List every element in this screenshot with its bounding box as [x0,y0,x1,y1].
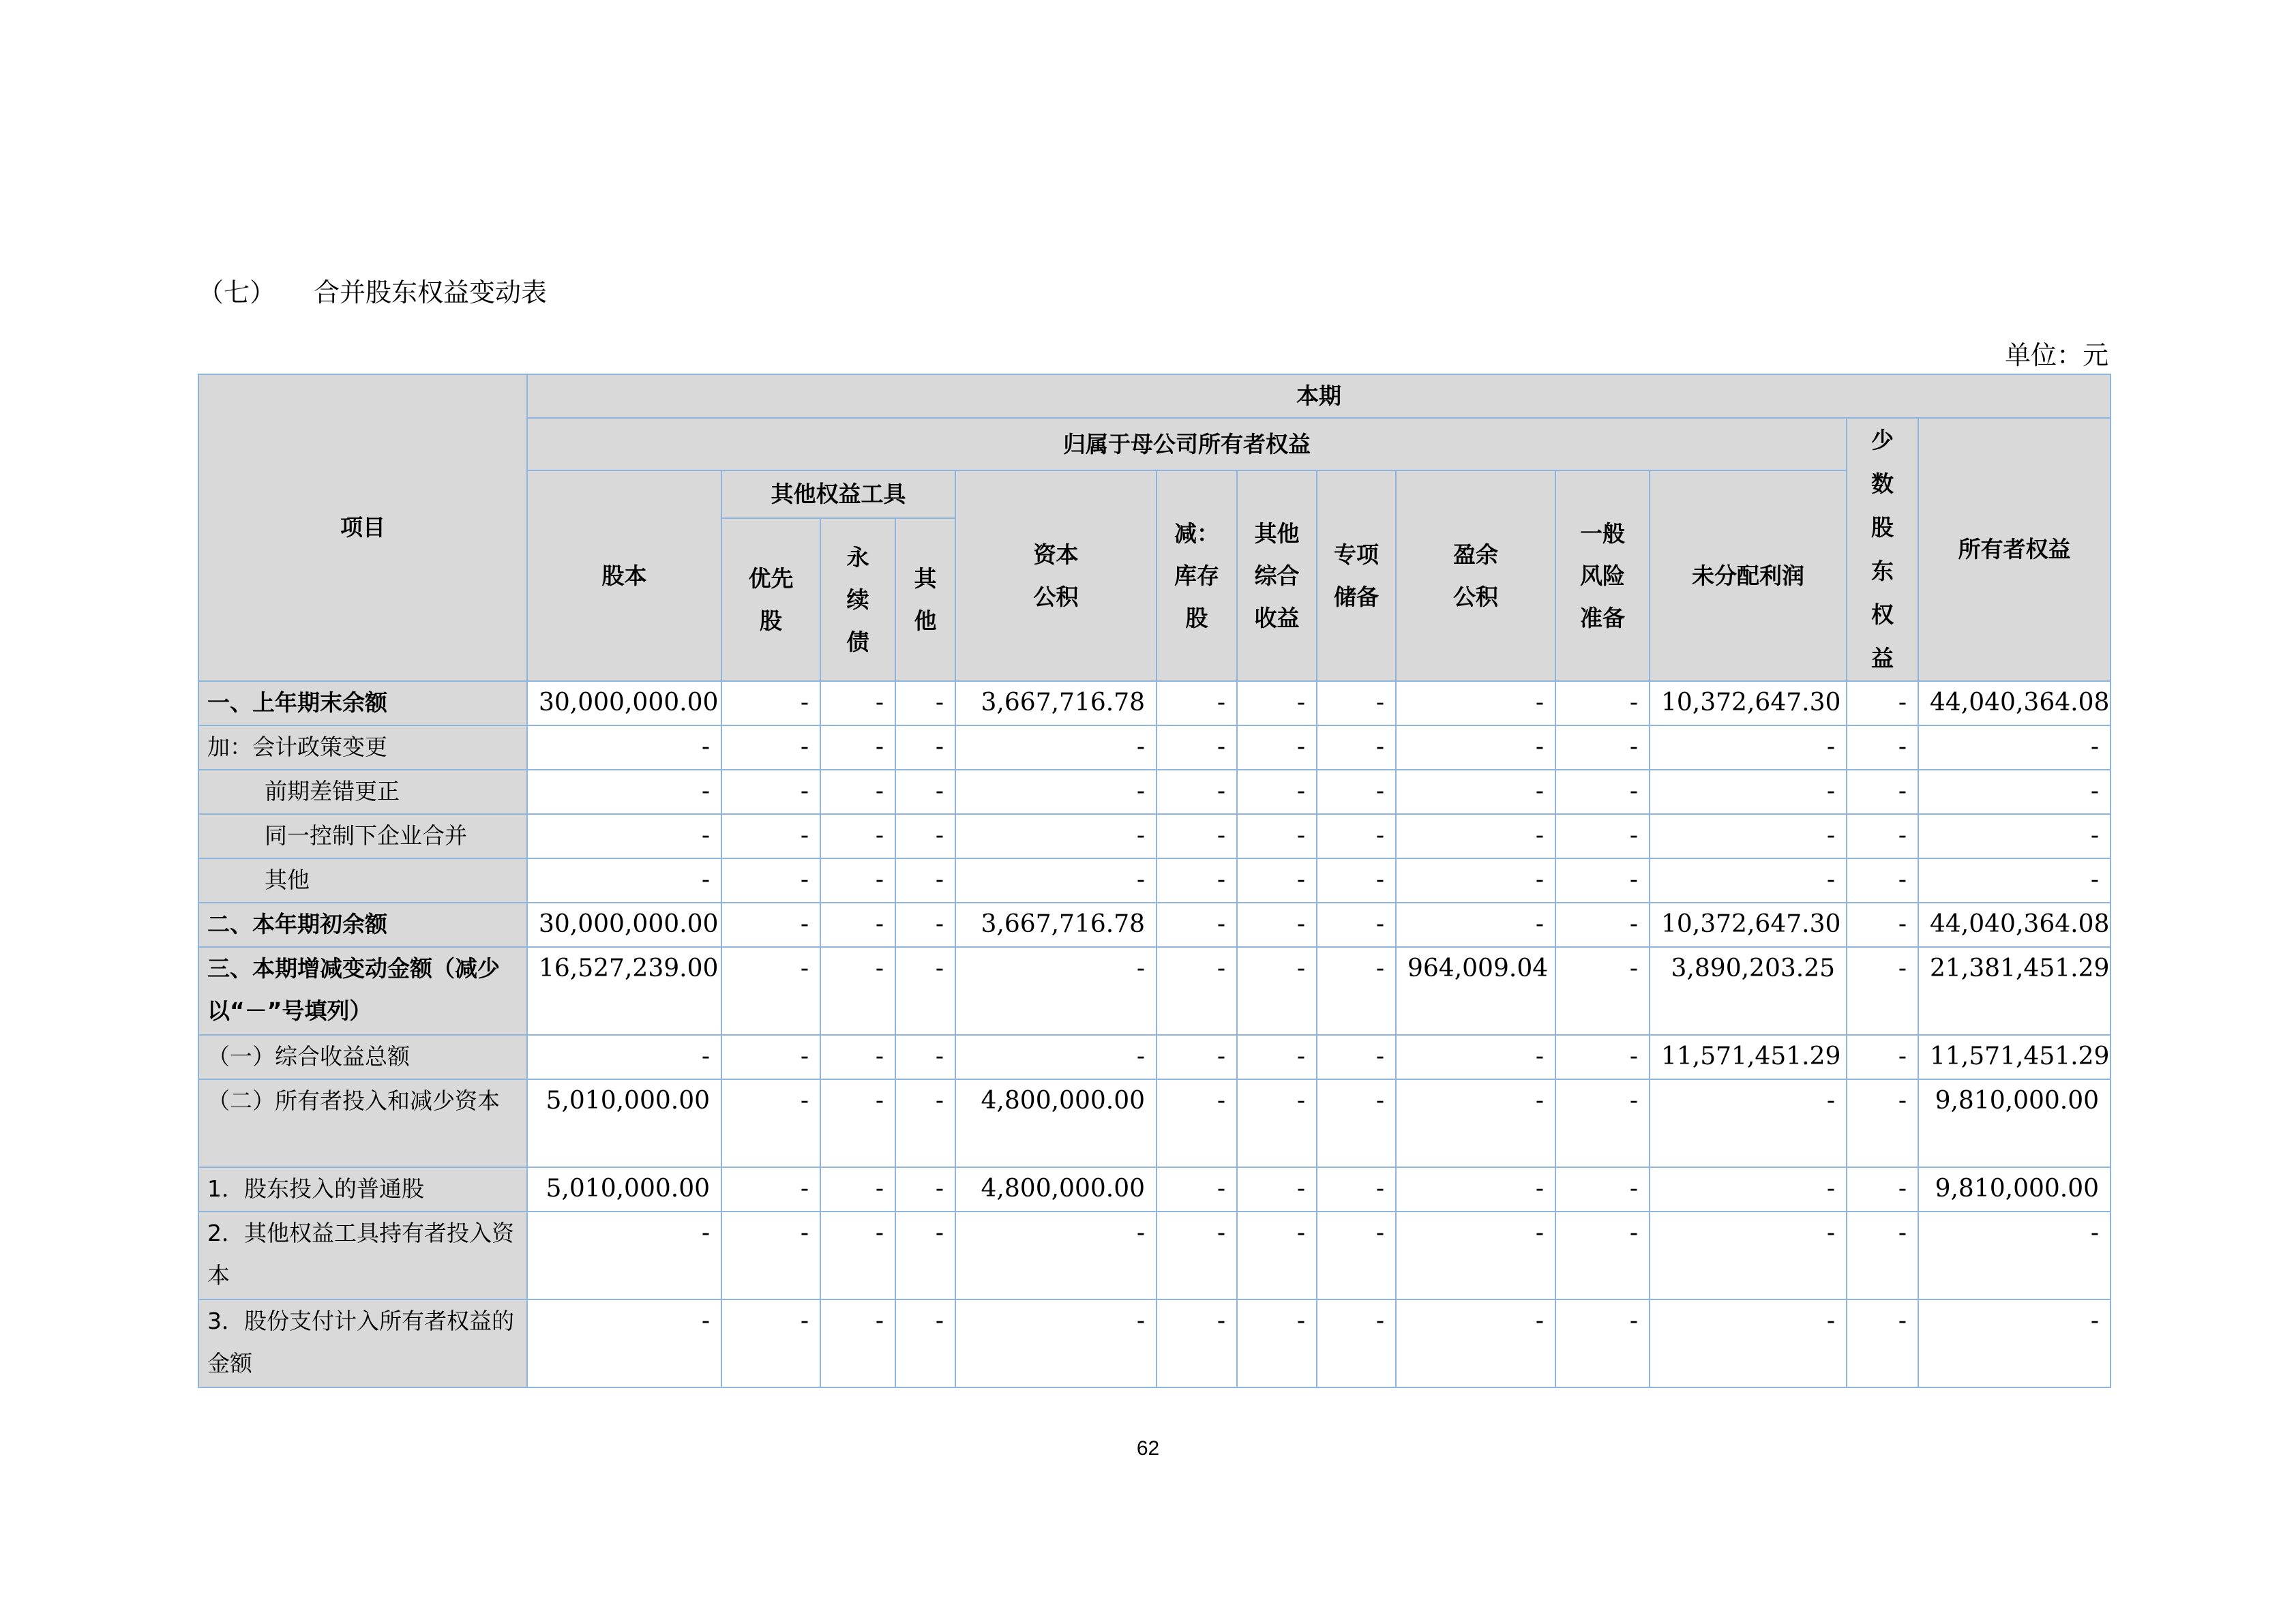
cell-value: - [1317,681,1396,725]
table-header [198,374,2111,681]
cell-value: - [1918,858,2111,903]
header-other-equity-tools: 其他权益工具 [721,470,955,518]
cell-value: - [1555,1035,1650,1079]
cell-value: - [1918,1299,2111,1387]
cell-value: - [1650,1299,1847,1387]
cell-value: - [1237,814,1317,858]
cell-value: - [527,1035,721,1079]
cell-value: 44,040,364.08 [1918,903,2111,947]
cell-value: 11,571,451.29 [1918,1035,2111,1079]
header-preferred-stock: 优先 股 [721,518,820,681]
header-minority-interest: 少 数 股 东 权 益 [1847,418,1918,681]
cell-value: - [1157,1035,1237,1079]
cell-value: - [820,725,895,770]
cell-value: - [527,814,721,858]
cell-value: - [1555,1079,1650,1167]
cell-value: - [1237,1167,1317,1212]
cell-value: - [1396,1167,1555,1212]
cell-value: - [1847,814,1918,858]
cell-value: - [1157,858,1237,903]
cell-value: - [895,858,955,903]
cell-value: - [1157,681,1237,725]
header-treasury-stock: 减： 库存 股 [1157,470,1237,681]
cell-value: 5,010,000.00 [527,1079,721,1167]
header-general-risk-reserve: 一般 风险 准备 [1555,470,1650,681]
header-perpetual-bond: 永 续 债 [820,518,895,681]
cell-value: - [820,681,895,725]
cell-value: - [1237,725,1317,770]
cell-value: 30,000,000.00 [527,903,721,947]
cell-value: - [1317,725,1396,770]
cell-value: - [1396,903,1555,947]
cell-value: - [1396,814,1555,858]
cell-value: - [1237,858,1317,903]
table-row [198,681,2111,725]
cell-value: 44,040,364.08 [1918,681,2111,725]
cell-value: - [1157,1167,1237,1212]
cell-value: 9,810,000.00 [1918,1079,2111,1167]
cell-value: - [820,903,895,947]
cell-value: - [1650,1079,1847,1167]
cell-value: - [721,1299,820,1387]
cell-value: - [895,1079,955,1167]
cell-value: - [1317,1035,1396,1079]
cell-value: - [1918,1212,2111,1299]
header-special-reserve: 专项 储备 [1317,470,1396,681]
cell-value: - [1157,1212,1237,1299]
cell-value: - [1317,903,1396,947]
cell-value: - [1555,725,1650,770]
cell-value: - [1650,814,1847,858]
cell-value: - [1237,947,1317,1035]
cell-value: - [1847,903,1918,947]
header-oci: 其他 综合 收益 [1237,470,1317,681]
cell-value: - [1157,903,1237,947]
table-row [198,947,2111,1035]
cell-value: - [1157,1079,1237,1167]
row-label: 三、本期增减变动金额（减少以“－”号填列） [198,947,527,1035]
unit-label: 单位：元 [2004,340,2108,370]
cell-value: - [721,725,820,770]
cell-value: - [955,1035,1157,1079]
cell-value: - [1157,947,1237,1035]
row-label: 3．股份支付计入所有者权益的金额 [198,1299,527,1387]
cell-value: - [1237,1212,1317,1299]
cell-value: - [527,725,721,770]
cell-value: - [1650,770,1847,814]
section-number: （七） [198,277,276,307]
cell-value: - [1847,1167,1918,1212]
cell-value: - [721,903,820,947]
cell-value: - [1317,1212,1396,1299]
cell-value: - [1237,681,1317,725]
cell-value: - [1237,770,1317,814]
cell-value: - [721,681,820,725]
cell-value: - [895,725,955,770]
cell-value: - [1157,725,1237,770]
header-capital-reserve: 资本 公积 [955,470,1157,681]
cell-value: - [1918,814,2111,858]
cell-value: - [1847,1299,1918,1387]
cell-value: 21,381,451.29 [1918,947,2111,1035]
cell-value: - [895,1212,955,1299]
cell-value: 3,667,716.78 [955,681,1157,725]
header-other-tool: 其 他 [895,518,955,681]
cell-value: - [1317,1079,1396,1167]
cell-value: 9,810,000.00 [1918,1167,2111,1212]
header-parent-equity: 归属于母公司所有者权益 [527,418,1847,470]
cell-value: - [1650,858,1847,903]
cell-value: - [820,858,895,903]
cell-value: - [820,1212,895,1299]
cell-value: - [1317,1167,1396,1212]
cell-value: 3,667,716.78 [955,903,1157,947]
cell-value: - [955,1212,1157,1299]
cell-value: - [1317,1299,1396,1387]
cell-value: - [721,770,820,814]
cell-value: - [1396,1035,1555,1079]
cell-value: - [955,858,1157,903]
cell-value: - [895,770,955,814]
equity-changes-table [198,374,2111,1388]
cell-value: - [1396,858,1555,903]
cell-value: - [1157,1299,1237,1387]
header-item: 项目 [198,374,527,681]
cell-value: - [1918,725,2111,770]
cell-value: - [1555,681,1650,725]
cell-value: 964,009.04 [1396,947,1555,1035]
cell-value: - [955,814,1157,858]
cell-value: - [1237,1035,1317,1079]
cell-value: - [895,681,955,725]
cell-value: - [955,770,1157,814]
row-label: 其他 [198,858,527,903]
cell-value: - [527,1212,721,1299]
cell-value: - [1396,1212,1555,1299]
cell-value: - [1237,1079,1317,1167]
cell-value: - [1555,770,1650,814]
cell-value: 3,890,203.25 [1650,947,1847,1035]
cell-value: - [820,1079,895,1167]
cell-value: 10,372,647.30 [1650,681,1847,725]
cell-value: 4,800,000.00 [955,1079,1157,1167]
cell-value: - [1317,858,1396,903]
cell-value: - [527,1299,721,1387]
cell-value: - [1650,1212,1847,1299]
cell-value: - [1918,770,2111,814]
cell-value: - [721,1035,820,1079]
cell-value: 30,000,000.00 [527,681,721,725]
cell-value: 5,010,000.00 [527,1167,721,1212]
row-label: 一、上年期末余额 [198,681,527,725]
cell-value: - [1847,1035,1918,1079]
cell-value: - [895,1035,955,1079]
cell-value: - [1650,725,1847,770]
cell-value: - [721,814,820,858]
cell-value: - [1317,947,1396,1035]
header-total-equity: 所有者权益 [1918,418,2111,681]
row-label: （一）综合收益总额 [198,1035,527,1079]
cell-value: - [895,903,955,947]
cell-value: - [1847,1079,1918,1167]
cell-value: - [820,947,895,1035]
cell-value: - [820,770,895,814]
cell-value: - [1555,1212,1650,1299]
header-current-period: 本期 [527,374,2111,418]
row-label: 同一控制下企业合并 [198,814,527,858]
cell-value: - [1555,1167,1650,1212]
row-label: 加：会计政策变更 [198,725,527,770]
cell-value: - [1396,1079,1555,1167]
cell-value: - [820,1299,895,1387]
table-row [198,725,2111,770]
table-row [198,1079,2111,1167]
cell-value: - [527,770,721,814]
row-label: （二）所有者投入和减少资本 [198,1079,527,1167]
cell-value: - [1847,681,1918,725]
table-row [198,814,2111,858]
cell-value: - [895,947,955,1035]
cell-value: - [721,858,820,903]
table-row [198,1299,2111,1387]
cell-value: 11,571,451.29 [1650,1035,1847,1079]
table-row [198,1167,2111,1212]
cell-value: 4,800,000.00 [955,1167,1157,1212]
cell-value: - [820,1167,895,1212]
cell-value: - [1396,1299,1555,1387]
cell-value: - [721,1079,820,1167]
table-row [198,770,2111,814]
cell-value: - [1317,814,1396,858]
cell-value: - [1555,903,1650,947]
cell-value: - [895,1167,955,1212]
cell-value: - [1157,770,1237,814]
cell-value: - [527,858,721,903]
cell-value: - [820,1035,895,1079]
cell-value: - [1396,725,1555,770]
table-row [198,1035,2111,1079]
header-surplus-reserve: 盈余 公积 [1396,470,1555,681]
cell-value: - [1847,725,1918,770]
row-label: 前期差错更正 [198,770,527,814]
page-number: 62 [1136,1437,1160,1460]
cell-value: 16,527,239.00 [527,947,721,1035]
cell-value: - [895,1299,955,1387]
row-label: 2．其他权益工具持有者投入资本 [198,1212,527,1299]
row-label: 二、本年期初余额 [198,903,527,947]
cell-value: - [1157,814,1237,858]
cell-value: - [955,725,1157,770]
cell-value: - [955,947,1157,1035]
cell-value: - [1396,681,1555,725]
cell-value: - [1237,1299,1317,1387]
cell-value: - [1847,858,1918,903]
cell-value: - [721,1212,820,1299]
cell-value: - [1847,1212,1918,1299]
table-row [198,1212,2111,1299]
table-row [198,858,2111,903]
cell-value: - [1650,1167,1847,1212]
cell-value: - [721,1167,820,1212]
cell-value: - [1396,770,1555,814]
table-body [198,681,2111,1387]
cell-value: 10,372,647.30 [1650,903,1847,947]
cell-value: - [1317,770,1396,814]
section-heading [198,271,547,309]
cell-value: - [1555,1299,1650,1387]
table-row [198,903,2111,947]
cell-value: - [721,947,820,1035]
cell-value: - [820,814,895,858]
row-label: 1．股东投入的普通股 [198,1167,527,1212]
cell-value: - [1555,814,1650,858]
cell-value: - [1555,947,1650,1035]
cell-value: - [895,814,955,858]
cell-value: - [955,1299,1157,1387]
cell-value: - [1237,903,1317,947]
cell-value: - [1847,770,1918,814]
header-undistributed-profit: 未分配利润 [1650,470,1847,681]
cell-value: - [1555,858,1650,903]
cell-value: - [1847,947,1918,1035]
header-share-capital: 股本 [527,470,721,681]
section-title: 合并股东权益变动表 [314,277,548,307]
